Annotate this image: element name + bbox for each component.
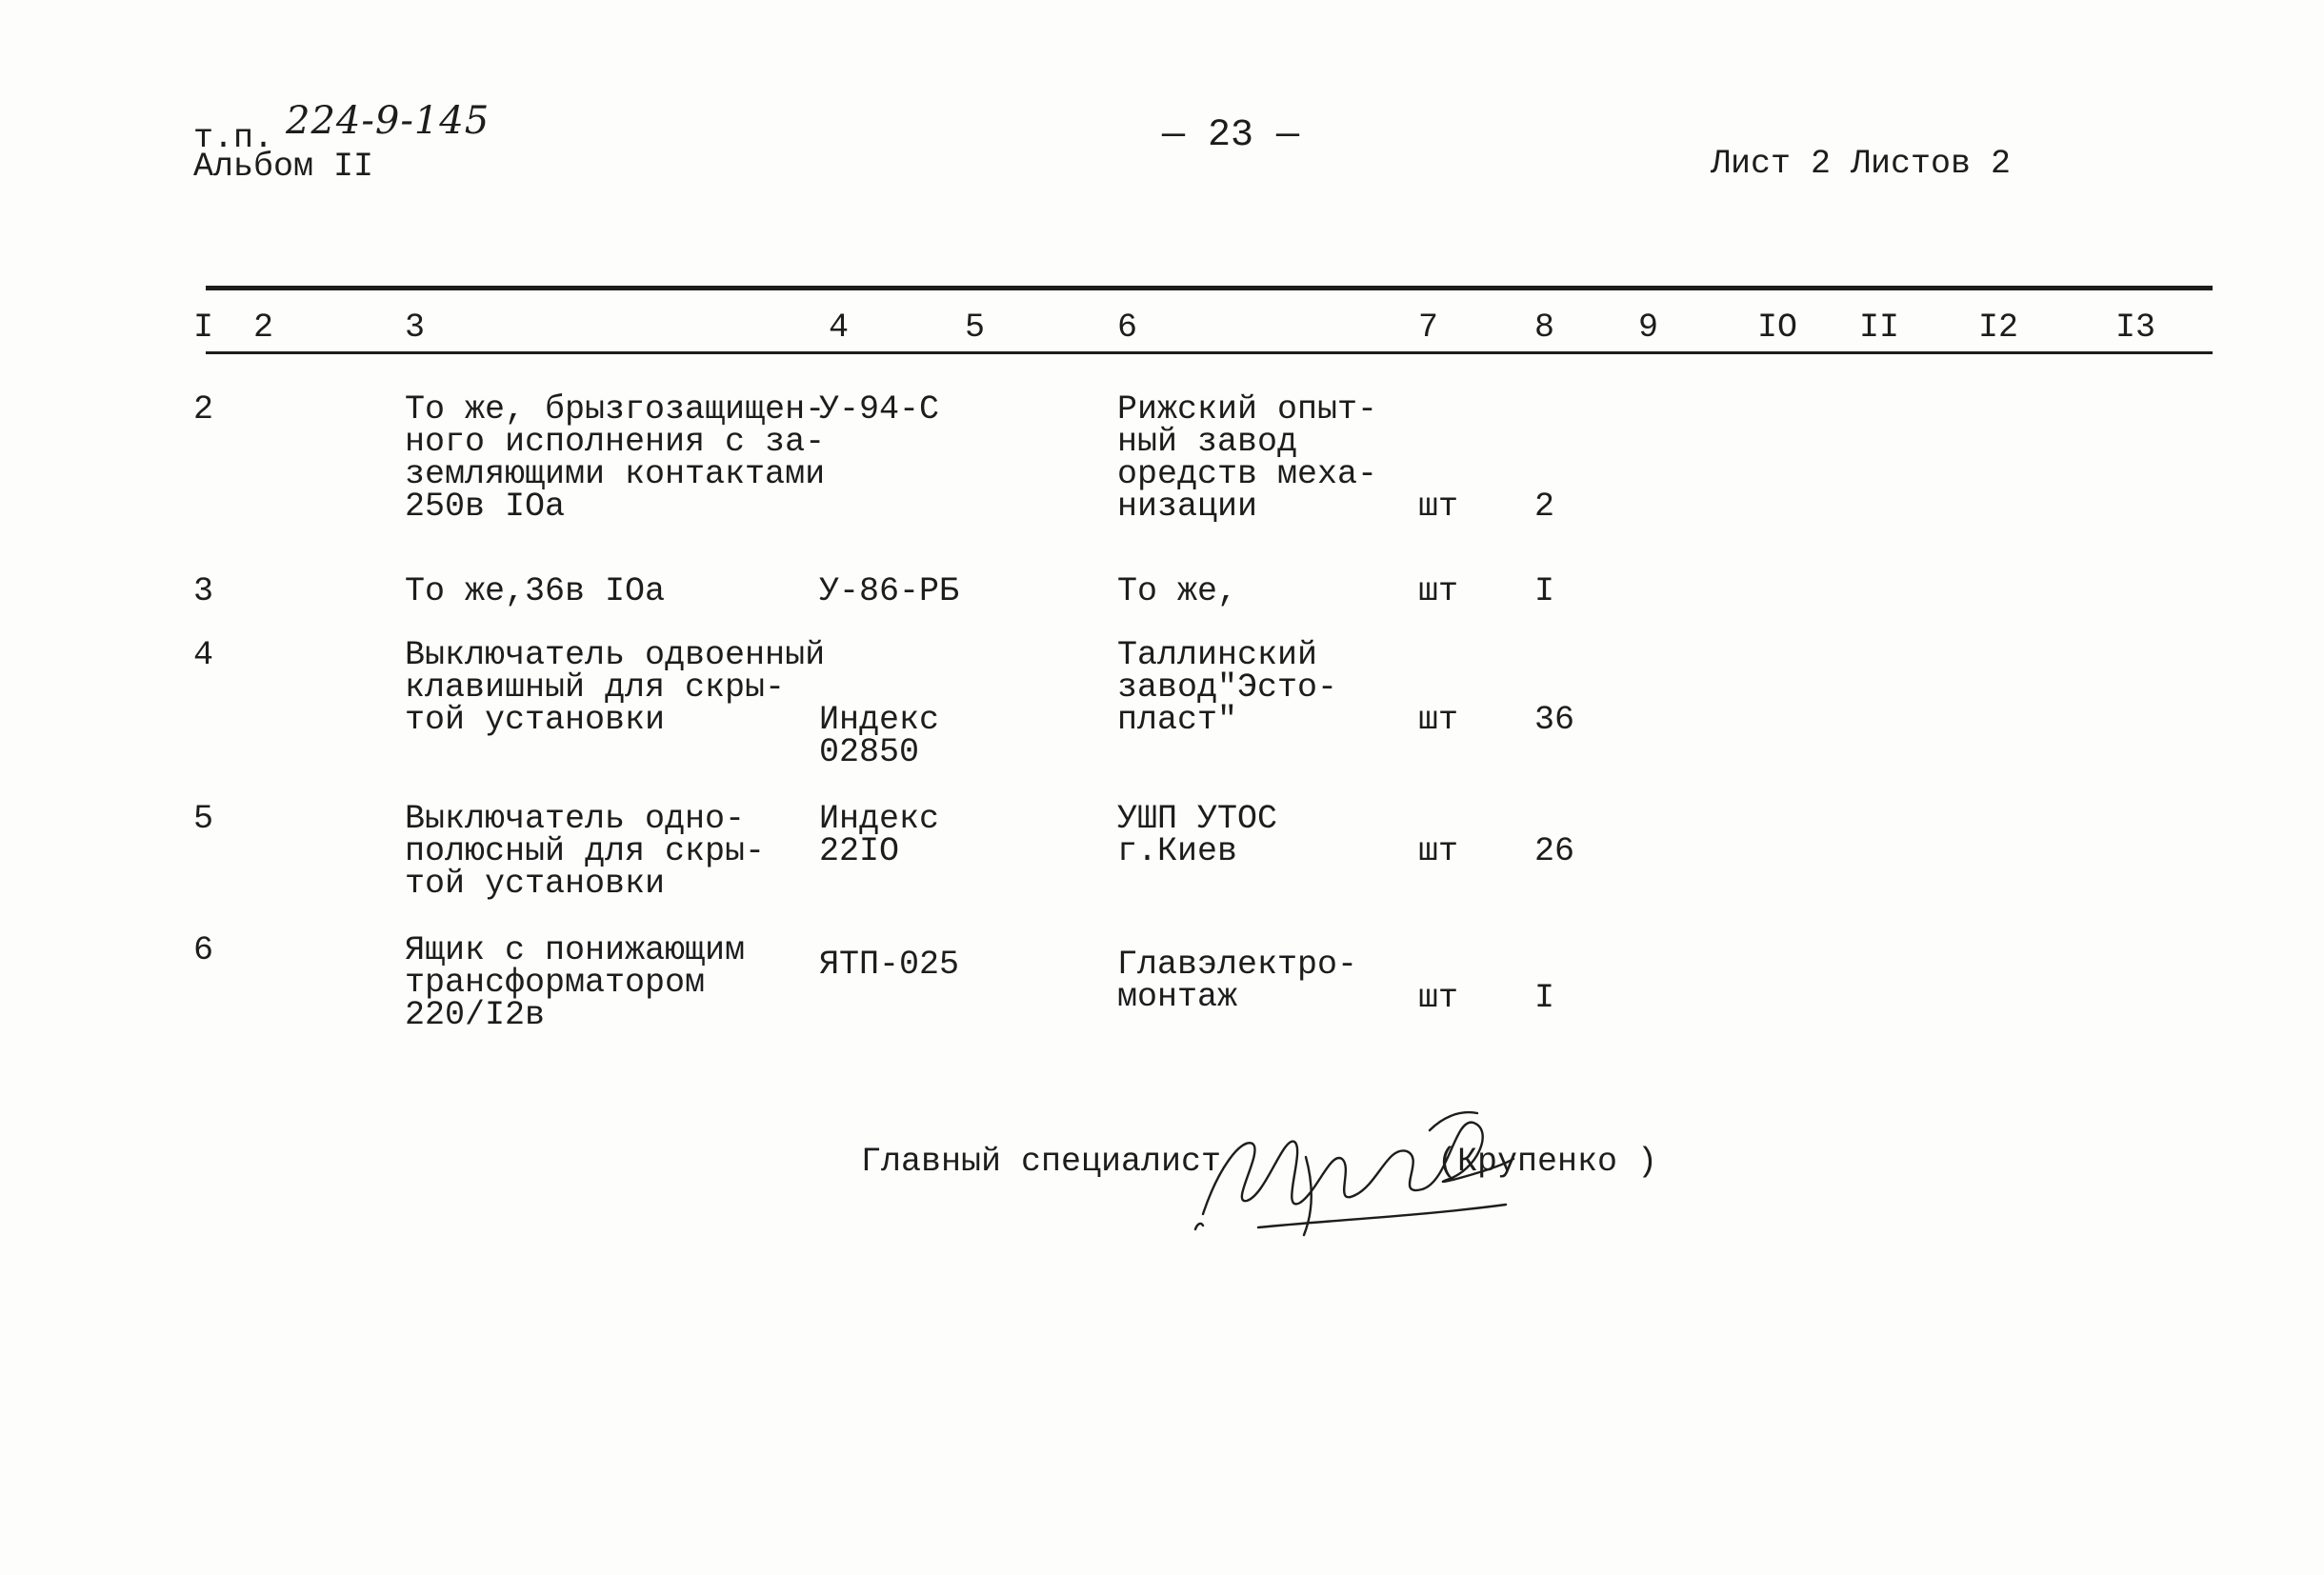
handwritten-signature-icon bbox=[1192, 1102, 1520, 1236]
item-maker bbox=[1117, 946, 1358, 1016]
doc-number-handwritten: 224-9-145 bbox=[286, 99, 491, 143]
item-type bbox=[819, 390, 940, 429]
item-name-line: полюсный для скры- bbox=[405, 832, 766, 870]
page-number: — 23 — bbox=[1162, 114, 1300, 157]
row-number: 4 bbox=[193, 636, 214, 674]
album-label: Альбом II bbox=[193, 148, 374, 186]
item-maker-line: пласт" bbox=[1117, 701, 1238, 739]
column-header: II bbox=[1859, 309, 1900, 347]
signature-title: Главный специалист bbox=[861, 1143, 1222, 1181]
column-header: 5 bbox=[965, 309, 986, 347]
item-name-line: трансформатором bbox=[405, 964, 706, 1002]
table-header-rule bbox=[206, 351, 2213, 354]
item-type-line: 02850 bbox=[819, 733, 920, 771]
column-header: 7 bbox=[1418, 309, 1439, 347]
item-name bbox=[405, 931, 746, 1034]
item-name bbox=[405, 800, 766, 903]
item-quantity: I bbox=[1534, 572, 1555, 610]
item-maker-line: низации bbox=[1117, 488, 1258, 526]
column-header: I2 bbox=[1978, 309, 2019, 347]
item-unit: шт bbox=[1418, 572, 1459, 610]
table-top-rule bbox=[206, 286, 2213, 290]
column-header: 4 bbox=[829, 309, 850, 347]
item-name-line: 250в IOа bbox=[405, 488, 566, 526]
item-name-line: той установки bbox=[405, 865, 666, 903]
column-header: 9 bbox=[1638, 309, 1659, 347]
item-maker-line: Таллинский bbox=[1117, 636, 1318, 674]
item-name-line: клавишный для скры- bbox=[405, 668, 786, 707]
item-maker bbox=[1117, 390, 1378, 526]
column-header: 6 bbox=[1117, 309, 1138, 347]
item-type-line: Индекс bbox=[819, 701, 940, 739]
item-name bbox=[405, 572, 666, 610]
item-name-line: Ящик с понижающим bbox=[405, 931, 746, 969]
row-number: 3 bbox=[193, 572, 214, 610]
item-name-line: земляющими контактами bbox=[405, 455, 826, 493]
item-quantity: 26 bbox=[1534, 832, 1575, 870]
item-maker-line: ный завод bbox=[1117, 423, 1298, 461]
row-number: 6 bbox=[193, 931, 214, 969]
row-number: 2 bbox=[193, 390, 214, 429]
item-maker bbox=[1117, 800, 1278, 870]
item-type bbox=[819, 701, 940, 771]
item-quantity: I bbox=[1534, 979, 1555, 1017]
item-name bbox=[405, 636, 826, 739]
item-type bbox=[819, 946, 960, 984]
item-name-line: ного исполнения с за- bbox=[405, 423, 826, 461]
item-maker-line: УШП УТОС bbox=[1117, 800, 1278, 838]
item-maker bbox=[1117, 572, 1238, 610]
item-maker-line: То же, bbox=[1117, 572, 1238, 610]
item-quantity: 36 bbox=[1534, 701, 1575, 739]
item-maker-line: завод"Эсто- bbox=[1117, 668, 1338, 707]
item-name-line: 220/I2в bbox=[405, 996, 546, 1034]
item-maker-line: г.Киев bbox=[1117, 832, 1238, 870]
item-name bbox=[405, 390, 826, 526]
column-header: 3 bbox=[405, 309, 426, 347]
item-name-line: той установки bbox=[405, 701, 666, 739]
item-unit: шт bbox=[1418, 979, 1459, 1017]
item-maker-line: монтаж bbox=[1117, 978, 1238, 1016]
item-unit: шт bbox=[1418, 832, 1459, 870]
item-unit: шт bbox=[1418, 701, 1459, 739]
item-type-line: ЯТП-025 bbox=[819, 946, 960, 984]
item-maker-line: Главэлектро- bbox=[1117, 946, 1358, 984]
item-type-line: У-86-РБ bbox=[819, 572, 960, 610]
doc-prefix: т.п. bbox=[193, 119, 274, 157]
item-type-line: Индекс bbox=[819, 800, 940, 838]
item-type-line: У-94-С bbox=[819, 390, 940, 429]
column-header: I bbox=[193, 309, 214, 347]
item-name-line: То же,36в IOа bbox=[405, 572, 666, 610]
item-type bbox=[819, 572, 960, 610]
item-name-line: Выключатель одно- bbox=[405, 800, 746, 838]
column-header: 2 bbox=[253, 309, 274, 347]
item-quantity: 2 bbox=[1534, 488, 1555, 526]
sheet-label: Лист 2 Листов 2 bbox=[1711, 145, 2012, 183]
item-name-line: То же, брызгозащищен- bbox=[405, 390, 826, 429]
item-maker-line: оредств меха- bbox=[1117, 455, 1378, 493]
item-maker bbox=[1117, 636, 1338, 739]
row-number: 5 bbox=[193, 800, 214, 838]
column-header: I3 bbox=[2115, 309, 2156, 347]
item-name-line: Выключатель одвоенный bbox=[405, 636, 826, 674]
item-maker-line: Рижский опыт- bbox=[1117, 390, 1378, 429]
column-header: 8 bbox=[1534, 309, 1555, 347]
signature-name: (Крупенко ) bbox=[1437, 1143, 1658, 1181]
column-header: IO bbox=[1757, 309, 1798, 347]
item-type bbox=[819, 800, 940, 870]
item-unit: шт bbox=[1418, 488, 1459, 526]
item-type-line: 22IO bbox=[819, 832, 900, 870]
